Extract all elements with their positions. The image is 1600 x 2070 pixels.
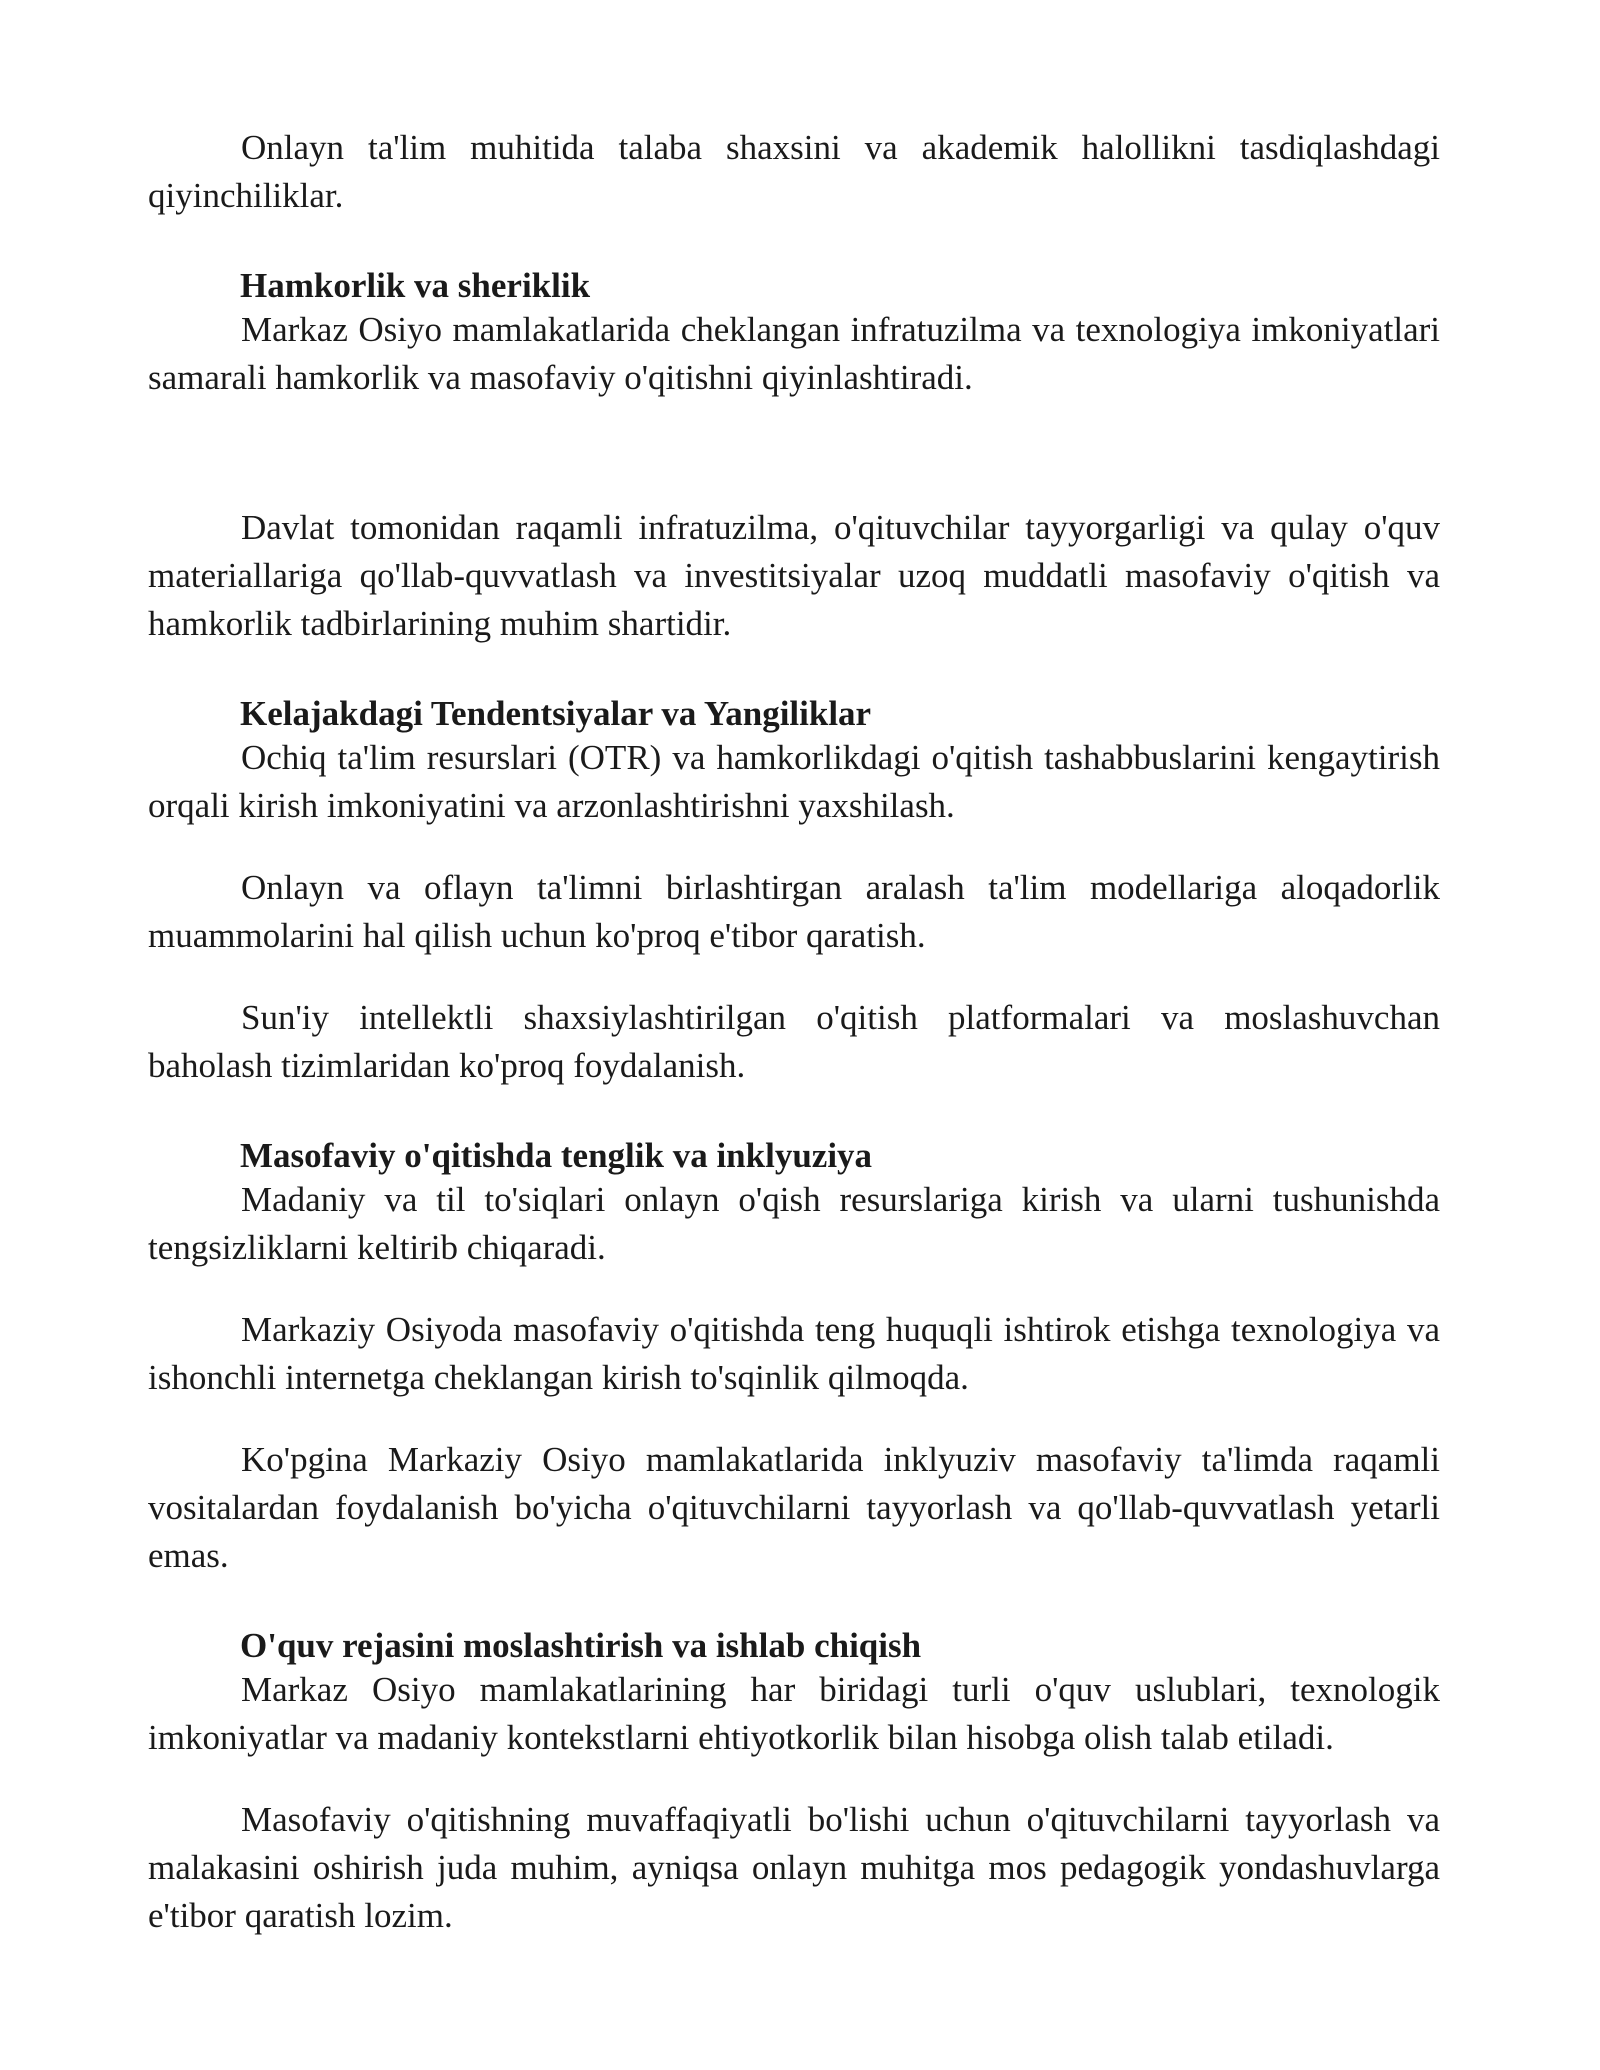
paragraph: Onlayn ta'lim muhitida talaba shaxsini va akademik halollikni tasdiqlashdagi qiyinchiliklar. bbox=[148, 128, 1440, 215]
section-heading: Hamkorlik va sheriklik bbox=[240, 266, 591, 305]
paragraph: Onlayn va oflayn ta'limni birlashtirgan aralash ta'lim modellariga aloqadorlik muammolarini hal qilish uchun ko'proq e'tibor qaratish. bbox=[148, 868, 1440, 955]
paragraph: Madaniy va til to'siqlari onlayn o'qish resurslariga kirish va ularni tushunishda tengsizliklarni keltirib chiqaradi. bbox=[148, 1180, 1440, 1267]
section-heading: O'quv rejasini moslashtirish va ishlab chiqish bbox=[240, 1626, 922, 1665]
paragraph: Markaz Osiyo mamlakatlarida cheklangan infratuzilma va texnologiya imkoniyatlari samarali hamkorlik va masofaviy o'qitishni qiyinlashtiradi. bbox=[148, 310, 1440, 397]
paragraph: Markaz Osiyo mamlakatlarining har biridagi turli o'quv uslublari, texnologik imkoniyatlar va madaniy kontekstlarni ehtiyotkorlik bilan hisobga olish talab etiladi. bbox=[148, 1670, 1440, 1757]
section-heading: Kelajakdagi Tendentsiyalar va Yangiliklar bbox=[240, 694, 872, 733]
paragraph: Masofaviy o'qitishning muvaffaqiyatli bo'lishi uchun o'qituvchilarni tayyorlash va malakasini oshirish juda muhim, ayniqsa onlayn muhitga mos pedagogik yondashuvlarga e'tibor qaratish lozim. bbox=[148, 1800, 1440, 1935]
paragraph: Ochiq ta'lim resurslari (OTR) va hamkorlikdagi o'qitish tashabbuslarini kengaytirish orqali kirish imkoniyatini va arzonlashtirishni yaxshilash. bbox=[148, 738, 1440, 825]
paragraph: Sun'iy intellektli shaxsiylashtirilgan o'qitish platformalari va moslashuvchan baholash tizimlaridan ko'proq foydalanish. bbox=[148, 998, 1440, 1085]
paragraph: Ko'pgina Markaziy Osiyo mamlakatlarida inklyuziv masofaviy ta'limda raqamli vositalardan foydalanish bo'yicha o'qituvchilarni tayyorlash va qo'llab-quvvatlash yetarli emas. bbox=[148, 1440, 1440, 1575]
paragraph: Markaziy Osiyoda masofaviy o'qitishda teng huquqli ishtirok etishga texnologiya va ishonchli internetga cheklangan kirish to'sqinlik qilmoqda. bbox=[148, 1310, 1440, 1397]
section-heading: Masofaviy o'qitishda tenglik va inklyuziya bbox=[240, 1136, 873, 1175]
paragraph: Davlat tomonidan raqamli infratuzilma, o'qituvchilar tayyorgarligi va qulay o'quv materiallariga qo'llab-quvvatlash va investitsiyalar uzoq muddatli masofaviy o'qitish va hamkorlik tadbirlarining muhim shartidir. bbox=[148, 508, 1440, 643]
